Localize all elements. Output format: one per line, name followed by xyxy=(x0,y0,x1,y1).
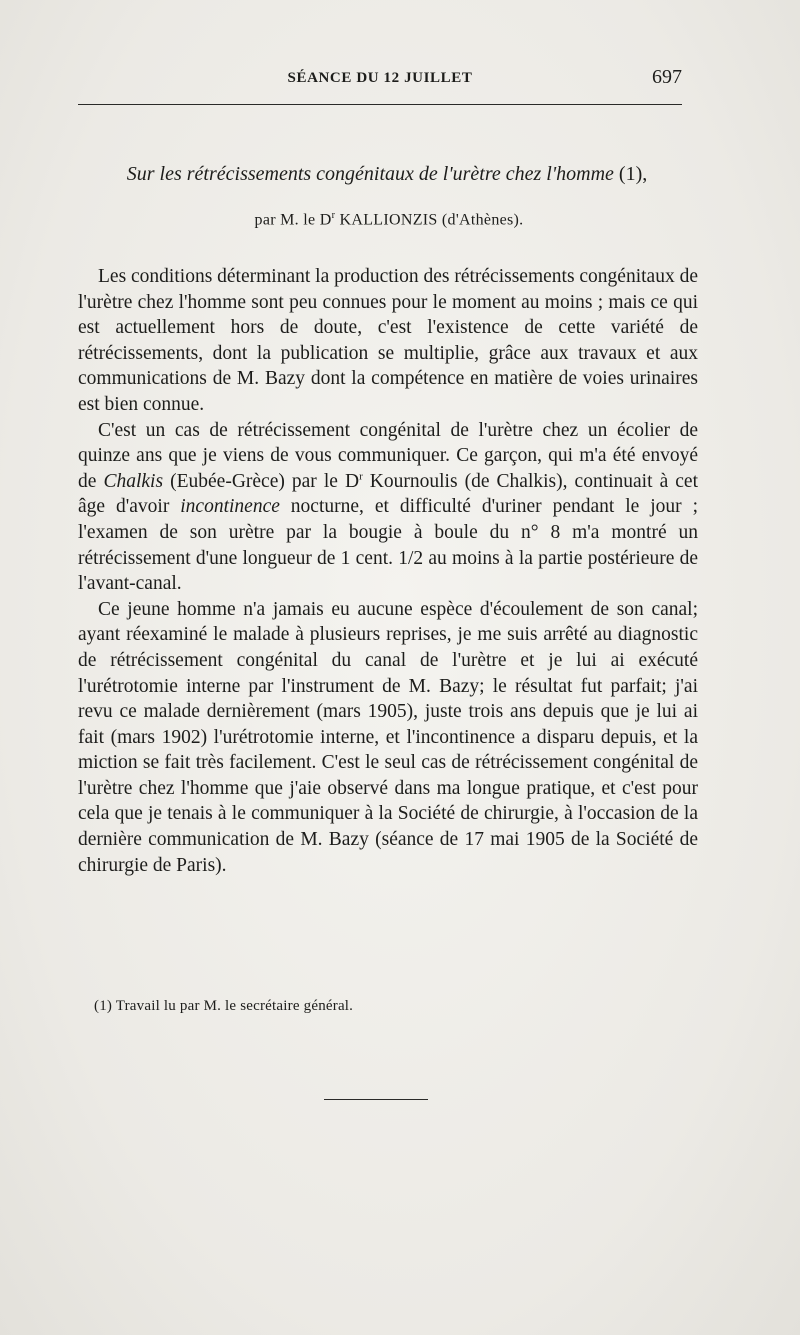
paragraph-2-sup: r xyxy=(359,470,363,483)
page-number: 697 xyxy=(652,66,682,88)
paragraph-2 xyxy=(78,418,698,597)
paragraph-2-part1: C'est un cas de rétrécissement congénital de l'urètre chez un écolier de quinze ans que je viens de vous communiquer. Ce garçon, qui m'a été envoyé de xyxy=(78,419,698,492)
paragraph-2-part2: (Eubée-Grèce) par le D xyxy=(163,470,360,492)
article-body xyxy=(78,264,698,878)
end-rule xyxy=(324,1099,428,1100)
footnote: (1) Travail lu par M. le secrétaire général. xyxy=(94,998,354,1014)
paragraph-3: Ce jeune homme n'a jamais eu aucune espèce d'écoulement de son canal; ayant réexaminé le malade à plusieurs reprises, je me suis arrêté au diagnostic de rétrécissement congénital du canal de l'urètre et je lui ai exécuté l'urétrotomie interne par l'instrument de M. Bazy; le résultat fut parfait; j'ai revu ce malade dernièrement (mars 1905), juste trois ans depuis que je lui ai fait (mars 1902) l'urétrotomie interne, et l'incontinence a disparu depuis, et la miction se fait très facilement. C'est le seul cas de rétrécissement congénital de l'urètre chez l'homme que j'aie observé dans ma longue pratique, et c'est pour cela que je tenais à le communiquer à la Société de chirurgie, à l'occasion de la dernière communication de M. Bazy (séance de 17 mai 1905 de la Société de chirurgie de Paris). xyxy=(78,598,698,876)
running-head xyxy=(78,64,682,94)
paragraph-2-part3: Kournoulis (de Chalkis), continuait à cet âge d'avoir xyxy=(78,470,698,518)
emphasis-term: incontinence xyxy=(180,496,280,518)
place-name: Chalkis xyxy=(103,470,164,492)
byline-author: KALLIONZIS (d'Athènes). xyxy=(335,211,524,229)
footnote-reference: (1), xyxy=(618,163,648,185)
article-title-text: Sur les rétrécissements congénitaux de l'urètre chez l'homme xyxy=(126,163,614,185)
byline-sup: r xyxy=(331,210,336,221)
byline xyxy=(78,210,700,229)
article-title xyxy=(78,163,696,186)
byline-prefix: par M. le D xyxy=(254,211,332,229)
running-title: SÉANCE DU 12 JUILLET xyxy=(287,70,473,86)
paragraph-1: Les conditions déterminant la production des rétrécissements congénitaux de l'urètre chez l'homme sont peu connues pour le moment au moins ; mais ce qui est actuellement hors de doute, c'est l'existence de cette variété de rétrécissements, dont la publication se multiplie, grâce aux travaux et aux communications de M. Bazy dont la compétence en matière de voies urinaires est bien connue. xyxy=(78,266,698,415)
header-rule xyxy=(78,104,682,105)
paragraph-2-part4: nocturne, et difficulté d'uriner pendant le jour ; l'examen de son urètre par la bougie à boule du n° 8 m'a montré un rétrécissement d'une longueur de 1 cent. 1/2 au moins à la partie postérieure de l'avant-canal. xyxy=(78,496,699,595)
